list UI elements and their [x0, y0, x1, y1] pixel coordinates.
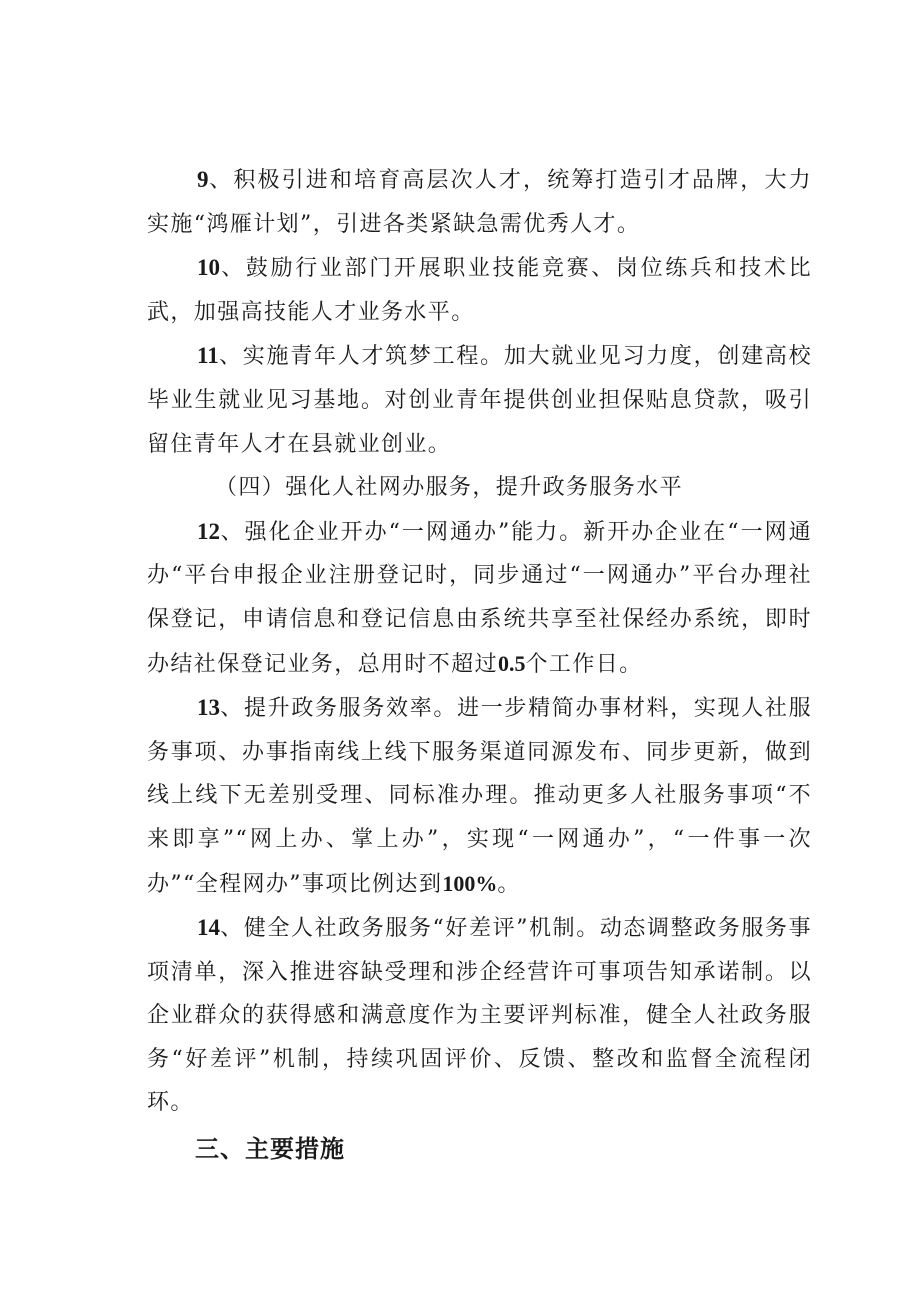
document-body: [147, 158, 812, 1173]
list-item-12: [147, 510, 812, 686]
item-text-end: 。: [497, 871, 521, 897]
list-item-13: [147, 686, 812, 906]
item-text: 、实施青年人才筑梦工程。加大就业见习力度，创建高校毕业生就业见习基地。对创业青年提供创业担保贴息贷款，吸引留住青年人才在县就业创业。: [147, 344, 812, 457]
list-item-9: [147, 158, 812, 246]
item-number: 13: [197, 695, 220, 721]
item-value: 100%: [442, 870, 498, 896]
item-number: 14: [197, 915, 220, 941]
item-number: 10: [197, 255, 220, 281]
item-number: 12: [197, 518, 220, 544]
list-item-14: [147, 906, 812, 1125]
item-number: 9: [197, 167, 209, 192]
item-text-end: 个工作日。: [525, 651, 643, 677]
item-text: 、健全人社政务服务“好差评”机制。动态调整政务服务事项清单，深入推进容缺受理和涉企经营许可事项告知承诺制。以企业群众的获得感和满意度作为主要评判标准，健全人社政务服务“好差评”机制，持续巩固评价、反馈、整改和监督全流程闭环。: [147, 916, 812, 1116]
list-item-10: [147, 246, 812, 334]
item-text: 、鼓励行业部门开展职业技能竞赛、岗位练兵和技术比武，加强高技能人才业务水平。: [147, 256, 812, 325]
list-item-11: [147, 334, 812, 466]
section-heading: 三、主要措施: [195, 1135, 345, 1164]
item-text: 、积极引进和培育高层次人才，统筹打造引才品牌，大力实施“鸿雁计划”，引进各类紧缺急需优秀人才。: [147, 168, 812, 237]
subsection-heading: （四）强化人社网办服务，提升政务服务水平: [215, 475, 684, 501]
item-value: 0.5: [498, 650, 526, 676]
item-number: 11: [197, 343, 219, 369]
item-text: 、提升政务服务效率。进一步精简办事材料，实现人社服务事项、办事指南线上线下服务渠道同源发布、同步更新，做到线上线下无差别受理、同标准办理。推动更多人社服务事项“不来即享”“网上办、掌上办”，实现“一网通办”，“一件事一次办”“全程网办”事项比例达到: [147, 696, 812, 897]
item-text: 、强化企业开办“一网通办”能力。新开办企业在“一网通办“平台申报企业注册登记时，同步通过“一网通办”平台办理社保登记，申请信息和登记信息由系统共享至社保经办系统，即时办结社保登记业务，总用时不超过: [147, 519, 812, 677]
